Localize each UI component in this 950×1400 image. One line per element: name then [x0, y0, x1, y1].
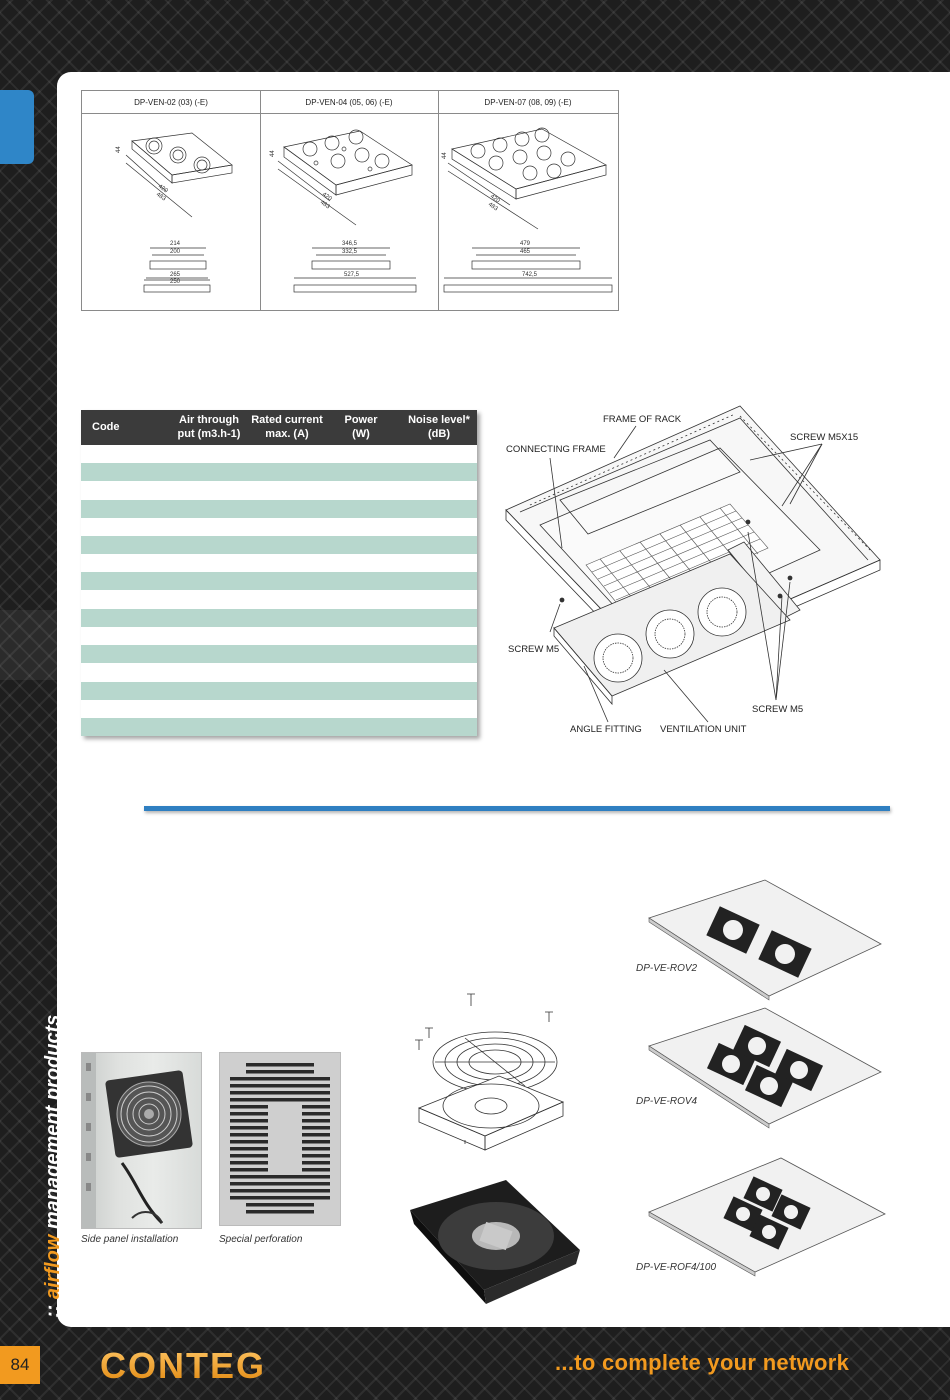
perforation-slot	[230, 1182, 330, 1186]
rov2-drawing	[645, 878, 885, 1003]
perforation-slot	[230, 1140, 268, 1144]
perforation-slot	[230, 1175, 330, 1179]
label-screw-m5-left: SCREW M5	[508, 644, 560, 655]
perforation-slot	[302, 1161, 330, 1165]
perforation-slot	[246, 1210, 314, 1214]
perforation-slot	[230, 1133, 268, 1137]
table-row	[81, 700, 477, 718]
spec-table-header	[81, 410, 477, 445]
dim-d1: 420	[156, 183, 169, 195]
table-row	[81, 572, 477, 590]
label-connecting-frame: CONNECTING FRAME	[506, 444, 606, 455]
dim-height: 44	[116, 146, 122, 153]
perforation-slot	[302, 1119, 330, 1123]
spec-table	[81, 410, 477, 736]
perforation-slot	[230, 1077, 330, 1081]
caption-rov2: DP-VE-ROV2	[636, 963, 698, 974]
dim-drawing-ven07	[438, 113, 618, 309]
dim-d2: 483	[154, 191, 167, 203]
page-number: 84	[0, 1346, 40, 1384]
perforation-slot	[230, 1098, 330, 1102]
header-power-1: Power	[344, 414, 378, 426]
label-frame-of-rack: FRAME OF RACK	[603, 414, 682, 425]
dim-col-1-header: DP-VEN-02 (03) (-E)	[82, 91, 260, 114]
perforation-slot	[230, 1119, 268, 1123]
section-tab	[0, 90, 34, 164]
perforation-slot	[230, 1105, 268, 1109]
perforation-slot	[302, 1168, 330, 1172]
slogan: ...to complete your network	[555, 1350, 850, 1375]
table-row	[81, 445, 477, 463]
table-row	[81, 718, 477, 736]
dim-b1: 265	[170, 272, 181, 278]
fan-exploded-drawing	[405, 990, 575, 1170]
perforation-center	[270, 1105, 300, 1175]
dim-d1: 420	[320, 191, 333, 203]
table-row	[81, 463, 477, 481]
perforation-slot	[246, 1063, 314, 1067]
perforation-slot	[302, 1154, 330, 1158]
dim-w1: 346,5	[342, 241, 358, 247]
perforation-photo	[219, 1052, 341, 1226]
section-divider	[144, 806, 890, 811]
perforation-slot	[302, 1133, 330, 1137]
dim-w1: 479	[520, 241, 531, 247]
logo-text: CONTEG	[100, 1346, 267, 1384]
table-row	[81, 627, 477, 645]
table-row	[81, 536, 477, 554]
rov4-drawing	[645, 1006, 885, 1131]
perforation-slot	[230, 1112, 268, 1116]
side-stripe	[0, 610, 57, 680]
dim-drawing-ven04	[260, 113, 438, 309]
dim-b1: 527,5	[344, 272, 360, 278]
perforation-slot	[246, 1070, 314, 1074]
dim-w2: 465	[520, 249, 531, 255]
caption-rof4: DP-VE-ROF4/100	[636, 1262, 717, 1273]
header-noise-2: (dB)	[428, 428, 450, 440]
header-air-1: Air through	[179, 414, 239, 426]
header-current-1: Rated current	[251, 414, 323, 426]
perforation-slot	[230, 1189, 330, 1193]
sidebar-highlight: airflow	[42, 1234, 64, 1300]
dim-d2: 483	[486, 201, 499, 213]
dimension-table	[81, 90, 619, 311]
dim-w1: 214	[170, 241, 181, 247]
conteg-logo	[100, 1346, 300, 1384]
perforation-slot	[302, 1140, 330, 1144]
table-row	[81, 500, 477, 518]
table-row	[81, 554, 477, 572]
dim-b1: 742,5	[522, 272, 538, 278]
table-row	[81, 609, 477, 627]
label-ventilation-unit: VENTILATION UNIT	[660, 724, 747, 735]
dim-height: 44	[270, 150, 276, 157]
perforation-slot	[230, 1091, 330, 1095]
header-noise-1: Noise level*	[408, 414, 470, 426]
dim-d1: 420	[488, 193, 501, 205]
dim-w2: 332,5	[342, 249, 358, 255]
dim-b2: 250	[170, 279, 181, 285]
table-row	[81, 682, 477, 700]
table-row	[81, 645, 477, 663]
header-power-2: (W)	[352, 428, 370, 440]
perforation-slot	[302, 1147, 330, 1151]
perforation-slot	[302, 1126, 330, 1130]
dim-col-3-header: DP-VEN-07 (08, 09) (-E)	[438, 91, 618, 114]
sidebar-prefix: ::	[42, 1299, 64, 1318]
header-current-2: max. (A)	[265, 428, 309, 440]
header-air-2: put (m3.h-1)	[177, 428, 241, 440]
perforation-slot	[302, 1112, 330, 1116]
dim-height: 44	[442, 152, 448, 159]
table-row	[81, 481, 477, 499]
perforation-slot	[230, 1126, 268, 1130]
caption-special-perforation: Special perforation	[219, 1234, 303, 1245]
fan-icon	[82, 1053, 201, 1228]
dim-drawing-ven02	[82, 113, 260, 309]
sidebar-rest: management products	[42, 1014, 64, 1235]
caption-rov4: DP-VE-ROV4	[636, 1096, 698, 1107]
perforation-slot	[230, 1154, 268, 1158]
perforation-slot	[302, 1105, 330, 1109]
sidebar-section-title	[42, 1015, 65, 1318]
perforation-slot	[246, 1203, 314, 1207]
perforation-slot	[230, 1161, 268, 1165]
perforation-icon	[220, 1053, 340, 1225]
caption-side-panel: Side panel installation	[81, 1234, 179, 1245]
table-row	[81, 591, 477, 609]
label-angle-fitting: ANGLE FITTING	[570, 724, 642, 735]
table-row	[81, 663, 477, 681]
fan-photo	[410, 1180, 580, 1305]
table-row	[81, 518, 477, 536]
label-screw-m5x15: SCREW M5X15	[790, 432, 859, 443]
label-screw-m5-right: SCREW M5	[752, 704, 804, 715]
perforation-slot	[230, 1196, 330, 1200]
perforation-slot	[230, 1168, 268, 1172]
header-code: Code	[92, 421, 120, 433]
dim-d2: 483	[318, 199, 331, 211]
dim-w2: 200	[170, 249, 181, 255]
perforation-slot	[230, 1084, 330, 1088]
side-panel-photo	[81, 1052, 202, 1229]
dim-col-2-header: DP-VEN-04 (05, 06) (-E)	[260, 91, 438, 114]
perforation-slot	[230, 1147, 268, 1151]
